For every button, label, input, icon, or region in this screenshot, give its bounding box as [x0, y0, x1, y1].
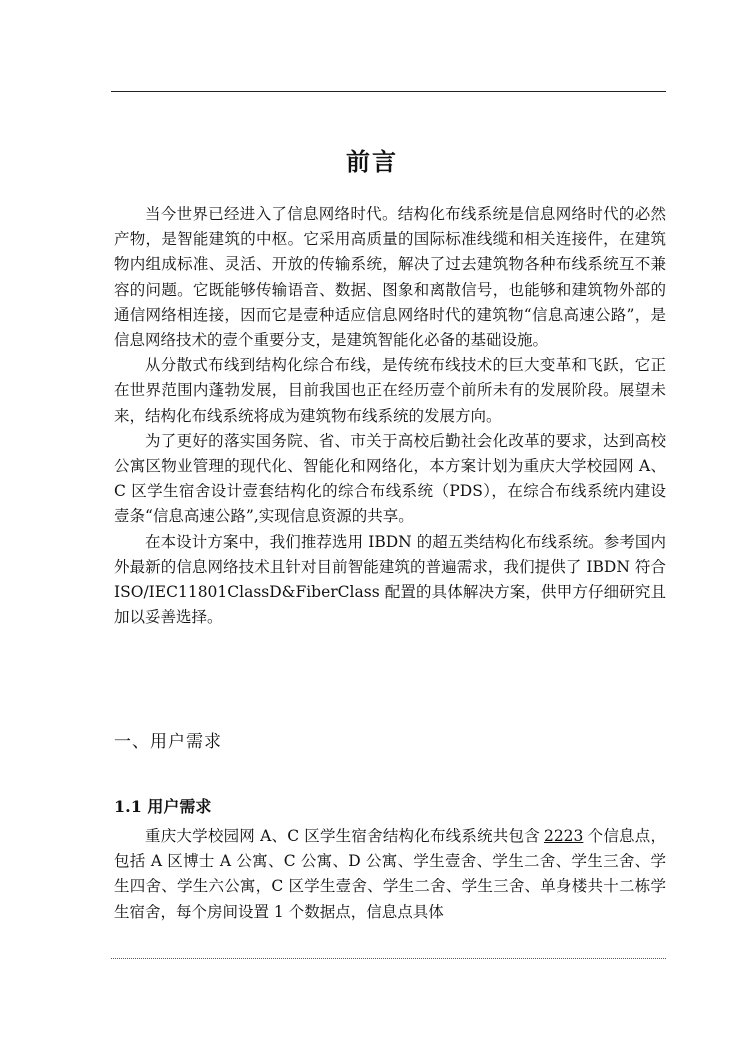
footer-rule [111, 958, 666, 959]
page-title: 前言 [346, 147, 398, 176]
requirement-text-before: 重庆大学校园网 A、C 区学生宿舍结构化布线系统共包含 [145, 827, 540, 845]
info-point-count: 2223 [543, 827, 584, 845]
requirement-text-after: 个信息点，包括 A 区博士 A 公寓、C 公寓、D 公寓、学生壹舍、学生二舍、学生三舍、学生四舍、学生六公寓，C 区学生壹舍、学生二舍、学生三舍、单身楼共十二栋学生宿舍，每个房间设置 1 个数据点，信息点具体 [114, 827, 666, 921]
subsection-body [114, 824, 666, 925]
preface-body [114, 202, 666, 630]
subsection-heading-1-1: 1.1 用户需求 [114, 797, 212, 816]
preface-paragraph-3: 为了更好的落实国务院、省、市关于高校后勤社会化改革的要求，达到高校公寓区物业管理的现代化、智能化和网络化，本方案计划为重庆大学校园网 A、C 区学生宿舍设计壹套结构化的综合布线系统（PDS），在综合布线系统内建设壹条“信息高速公路”,实现信息资源的共享。 [114, 431, 666, 526]
section-heading-user-requirements: 一、用户需求 [114, 732, 222, 752]
preface-paragraph-1: 当今世界已经进入了信息网络时代。结构化布线系统是信息网络时代的必然产物，是智能建筑的中枢。它采用高质量的国际标准线缆和相关连接件，在建筑物内组成标准、灵活、开放的传输系统，解决了过去建筑物各种布线系统互不兼容的问题。它既能够传输语音、数据、图象和离散信号，也能够和建筑物外部的通信网络相连接，因而它是壹种适应信息网络时代的建筑物“信息高速公路”，是信息网络技术的壹个重要分支，是建筑智能化必备的基础设施。 [114, 205, 666, 350]
preface-paragraph-2: 从分散式布线到结构化综合布线，是传统布线技术的巨大变革和飞跃，它正在世界范围内蓬勃发展，目前我国也正在经历壹个前所未有的发展阶段。展望未来，结构化布线系统将成为建筑物布线系统的发展方向。 [114, 356, 666, 425]
preface-paragraph-4: 在本设计方案中，我们推荐选用 IBDN 的超五类结构化布线系统。参考国内外最新的信息网络技术且针对目前智能建筑的普遍需求，我们提供了 IBDN 符合 ISO/IEC11801ClassD&FiberClass 配置的具体解决方案，供甲方仔细研究且加以妥善选择。 [114, 532, 666, 627]
subsection-paragraph [114, 824, 666, 925]
header-rule [111, 91, 666, 92]
